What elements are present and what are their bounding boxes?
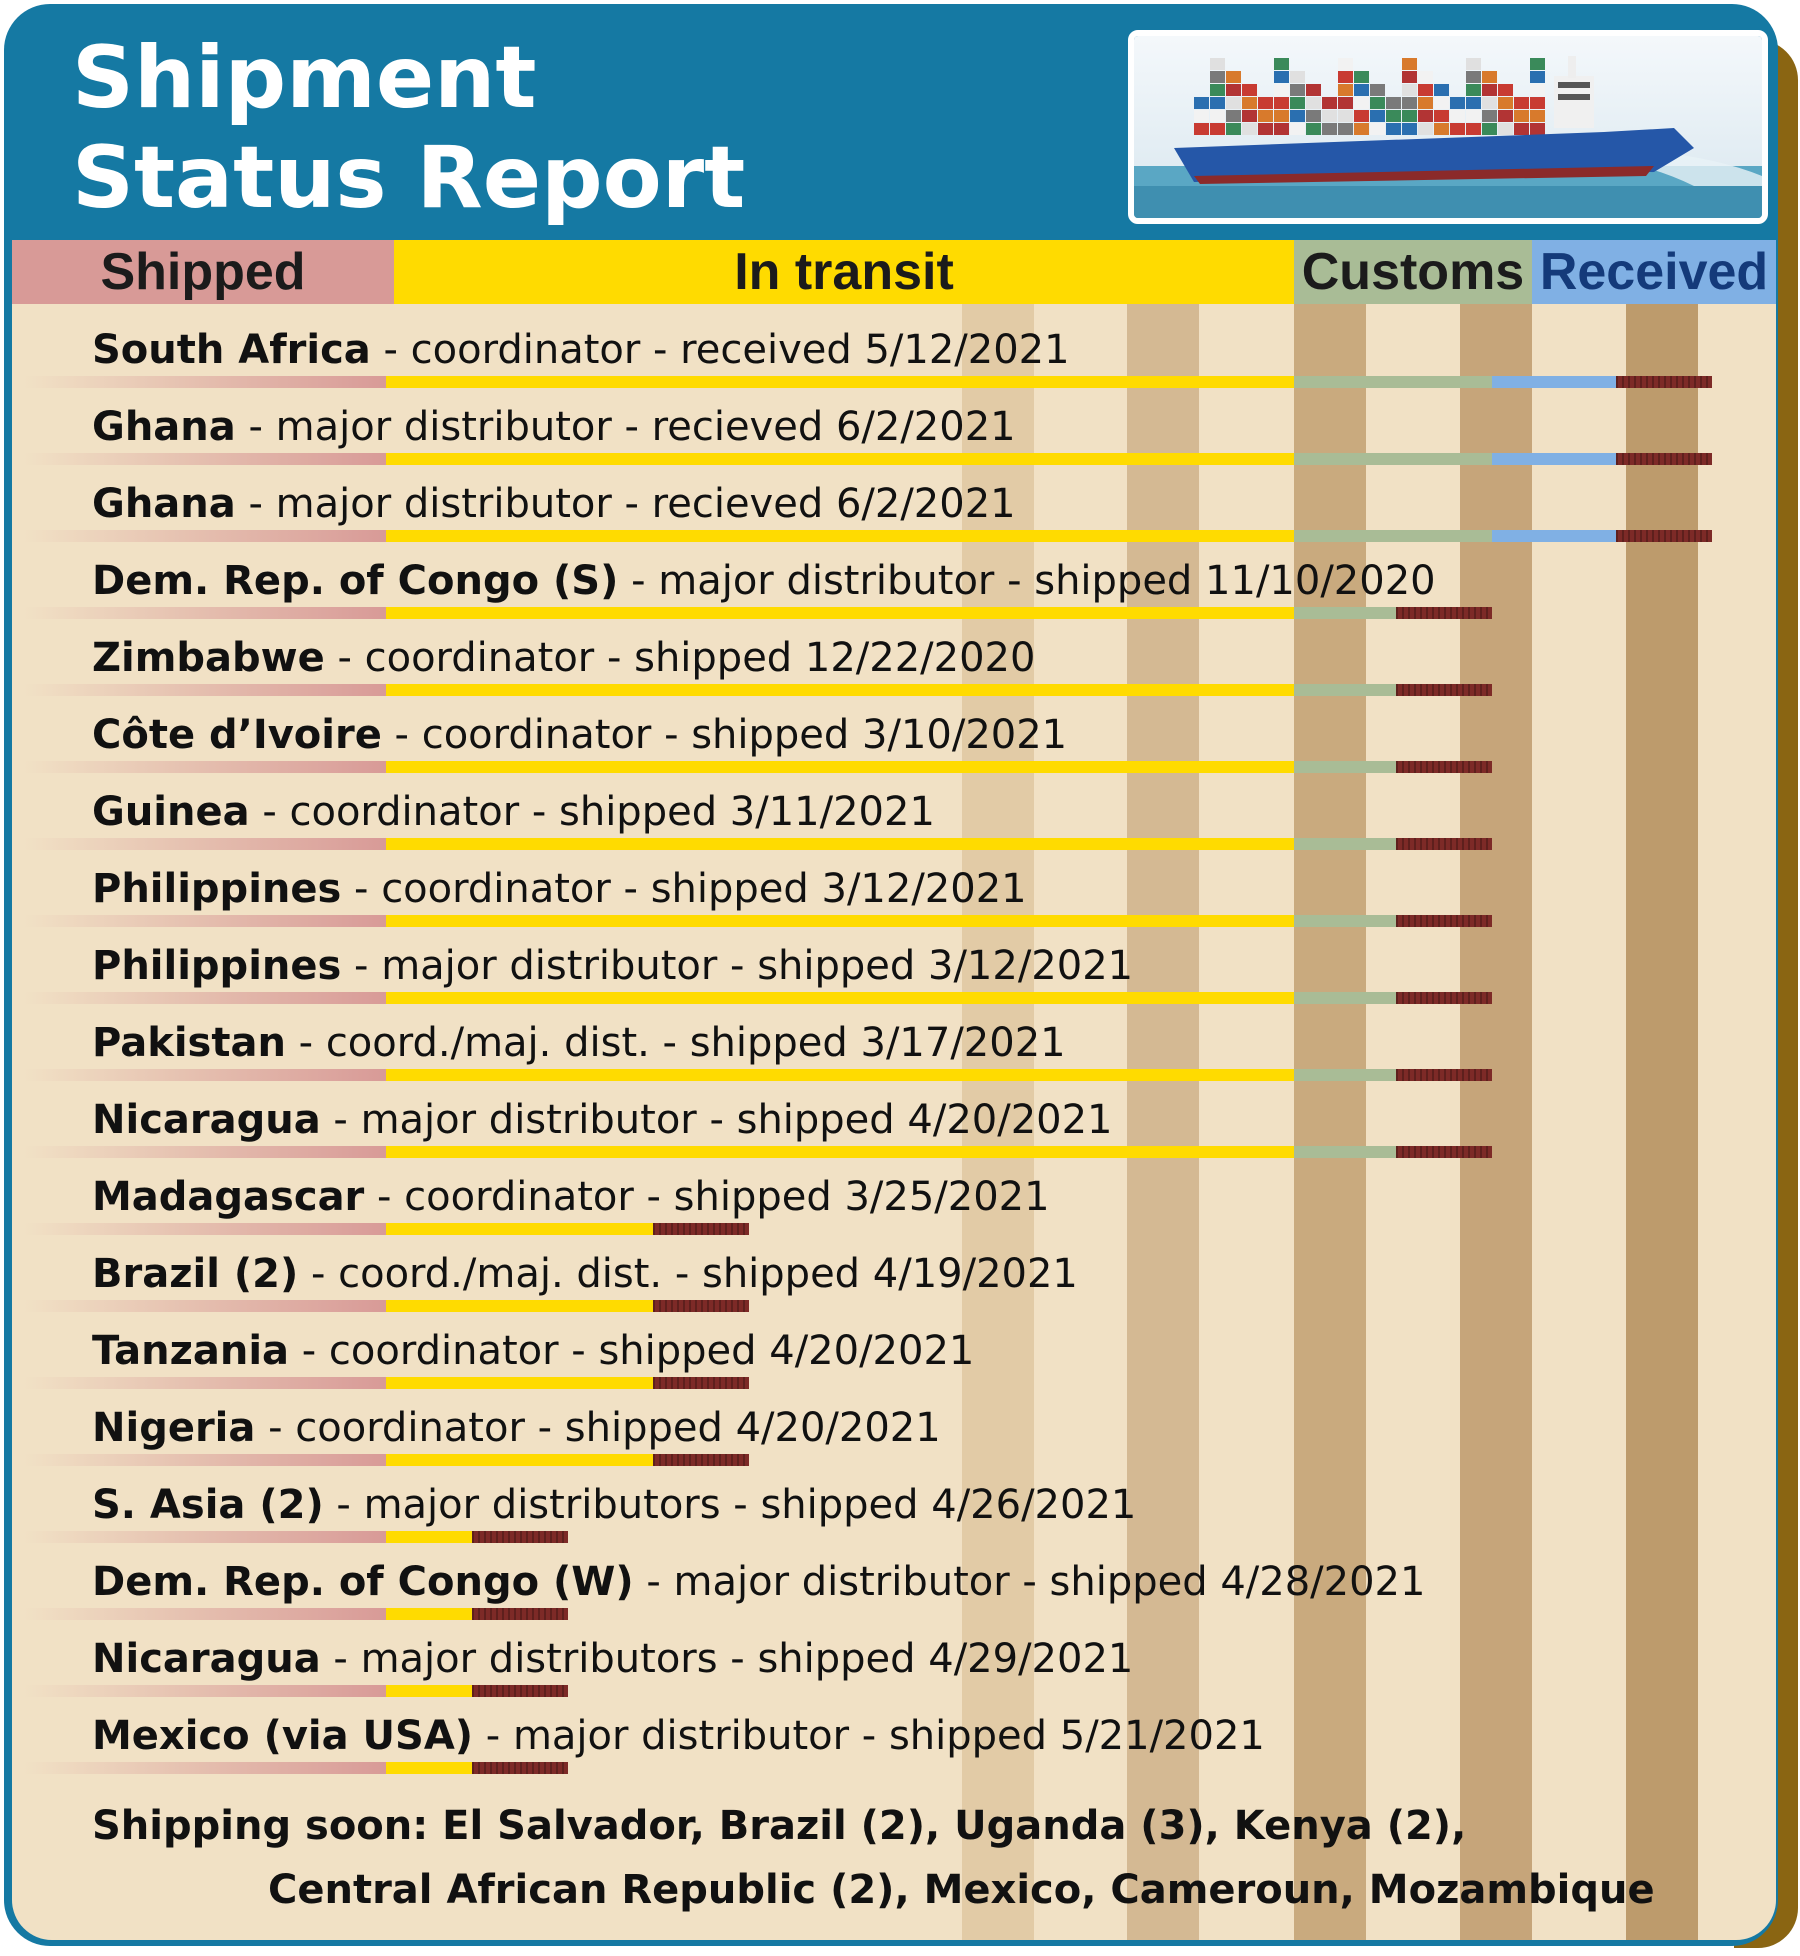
shipment-label bbox=[92, 1021, 1066, 1065]
shipment-detail: - coordinator - shipped 3/10/2021 bbox=[381, 712, 1068, 758]
position-marker bbox=[472, 1762, 568, 1774]
shipment-detail: - major distributor - recieved 6/2/2021 bbox=[235, 481, 1016, 527]
shipment-label bbox=[92, 1406, 941, 1450]
shipment-country: Mexico (via USA) bbox=[92, 1713, 474, 1759]
shipment-country: Nicaragua bbox=[92, 1636, 321, 1682]
shipment-detail: - coordinator - shipped 4/20/2021 bbox=[255, 1405, 941, 1451]
title-line-2: Status Report bbox=[72, 128, 746, 228]
shipment-detail: - coordinator - shipped 3/25/2021 bbox=[364, 1174, 1050, 1220]
shipment-row bbox=[12, 464, 1776, 541]
shipment-row bbox=[12, 1388, 1776, 1465]
shipment-country: Guinea bbox=[92, 789, 250, 835]
shipment-country: Côte d’Ivoire bbox=[92, 712, 382, 758]
shipment-detail: - coordinator - received 5/12/2021 bbox=[370, 327, 1070, 373]
shipment-detail: - coord./maj. dist. - shipped 4/19/2021 bbox=[298, 1251, 1078, 1297]
shipment-row bbox=[12, 310, 1776, 387]
shipment-detail: - major distributors - shipped 4/26/2021 bbox=[323, 1482, 1137, 1528]
shipment-label bbox=[92, 405, 1016, 449]
shipment-row bbox=[12, 695, 1776, 772]
stage-header bbox=[12, 240, 1776, 304]
shipment-label bbox=[92, 1175, 1050, 1219]
report-card bbox=[4, 4, 1778, 1946]
shipment-row bbox=[12, 1542, 1776, 1619]
shipment-label bbox=[92, 944, 1133, 988]
container-ship-image bbox=[1128, 30, 1768, 224]
shipment-row bbox=[12, 1619, 1776, 1696]
shipment-row bbox=[12, 1157, 1776, 1234]
title-line-1: Shipment bbox=[72, 28, 537, 128]
shipment-row bbox=[12, 541, 1776, 618]
shipment-label bbox=[92, 1560, 1425, 1604]
shipment-label bbox=[92, 559, 1436, 603]
report-title bbox=[72, 28, 745, 228]
shipment-country: Ghana bbox=[92, 481, 236, 527]
shipment-detail: - major distributor - shipped 4/28/2021 bbox=[633, 1559, 1426, 1605]
shipment-row bbox=[12, 926, 1776, 1003]
shipment-row bbox=[12, 849, 1776, 926]
shipment-row bbox=[12, 387, 1776, 464]
shipment-country: Pakistan bbox=[92, 1020, 286, 1066]
shipment-label bbox=[92, 867, 1027, 911]
shipment-label bbox=[92, 636, 1035, 680]
shipment-country: Philippines bbox=[92, 866, 342, 912]
shipment-detail: - coord./maj. dist. - shipped 3/17/2021 bbox=[285, 1020, 1066, 1066]
shipping-soon-note bbox=[92, 1794, 1655, 1922]
shipment-detail: - major distributor - shipped 11/10/2020 bbox=[618, 558, 1436, 604]
shipment-list bbox=[12, 304, 1776, 1940]
shipment-country: Tanzania bbox=[92, 1328, 290, 1374]
shipment-row bbox=[12, 1465, 1776, 1542]
shipped-bar bbox=[24, 1762, 386, 1774]
shipment-country: S. Asia (2) bbox=[92, 1482, 324, 1528]
shipment-detail: - coordinator - shipped 3/12/2021 bbox=[341, 866, 1027, 912]
shipment-country: Dem. Rep. of Congo (S) bbox=[92, 558, 619, 604]
shipment-country: Zimbabwe bbox=[92, 635, 325, 681]
shipment-detail: - major distributor - shipped 3/12/2021 bbox=[341, 943, 1134, 989]
shipment-label bbox=[92, 482, 1016, 526]
stage-shipped-header: Shipped bbox=[12, 240, 394, 304]
shipment-label bbox=[92, 790, 935, 834]
shipment-label bbox=[92, 1252, 1078, 1296]
shipment-detail: - major distributor - recieved 6/2/2021 bbox=[235, 404, 1016, 450]
shipment-country: Ghana bbox=[92, 404, 236, 450]
shipment-country: Nigeria bbox=[92, 1405, 256, 1451]
shipment-rows bbox=[12, 304, 1776, 1940]
shipment-label bbox=[92, 1714, 1265, 1758]
shipment-detail: - major distributor - shipped 5/21/2021 bbox=[473, 1713, 1265, 1759]
stage-received-header: Received bbox=[1532, 240, 1776, 304]
stage-in-transit-header: In transit bbox=[394, 240, 1294, 304]
shipment-detail: - major distributors - shipped 4/29/2021 bbox=[320, 1636, 1134, 1682]
shipment-detail: - coordinator - shipped 4/20/2021 bbox=[289, 1328, 975, 1374]
shipment-detail: - major distributor - shipped 4/20/2021 bbox=[320, 1097, 1113, 1143]
shipment-row bbox=[12, 1234, 1776, 1311]
shipment-country: Dem. Rep. of Congo (W) bbox=[92, 1559, 634, 1605]
shipment-row bbox=[12, 1003, 1776, 1080]
shipment-row bbox=[12, 1080, 1776, 1157]
shipment-detail: - coordinator - shipped 12/22/2020 bbox=[324, 635, 1036, 681]
shipment-row bbox=[12, 1311, 1776, 1388]
shipment-country: Nicaragua bbox=[92, 1097, 321, 1143]
shipment-detail: - coordinator - shipped 3/11/2021 bbox=[249, 789, 935, 835]
shipment-label bbox=[92, 1483, 1136, 1527]
shipment-row bbox=[12, 772, 1776, 849]
shipping-soon-line-2: Central African Republic (2), Mexico, Cameroun, Mozambique bbox=[268, 1867, 1655, 1913]
shipment-label bbox=[92, 713, 1067, 757]
shipment-label bbox=[92, 328, 1070, 372]
shipping-soon-line-1: Shipping soon: El Salvador, Brazil (2), Uganda (3), Kenya (2), bbox=[92, 1803, 1467, 1849]
shipment-country: Madagascar bbox=[92, 1174, 365, 1220]
shipment-country: Brazil (2) bbox=[92, 1251, 299, 1297]
shipment-row bbox=[12, 618, 1776, 695]
shipment-label bbox=[92, 1329, 974, 1373]
shipment-country: Philippines bbox=[92, 943, 342, 989]
shipment-country: South Africa bbox=[92, 327, 371, 373]
stage-customs-header: Customs bbox=[1294, 240, 1532, 304]
shipment-row bbox=[12, 1696, 1776, 1773]
shipment-label bbox=[92, 1637, 1133, 1681]
shipment-label bbox=[92, 1098, 1113, 1142]
